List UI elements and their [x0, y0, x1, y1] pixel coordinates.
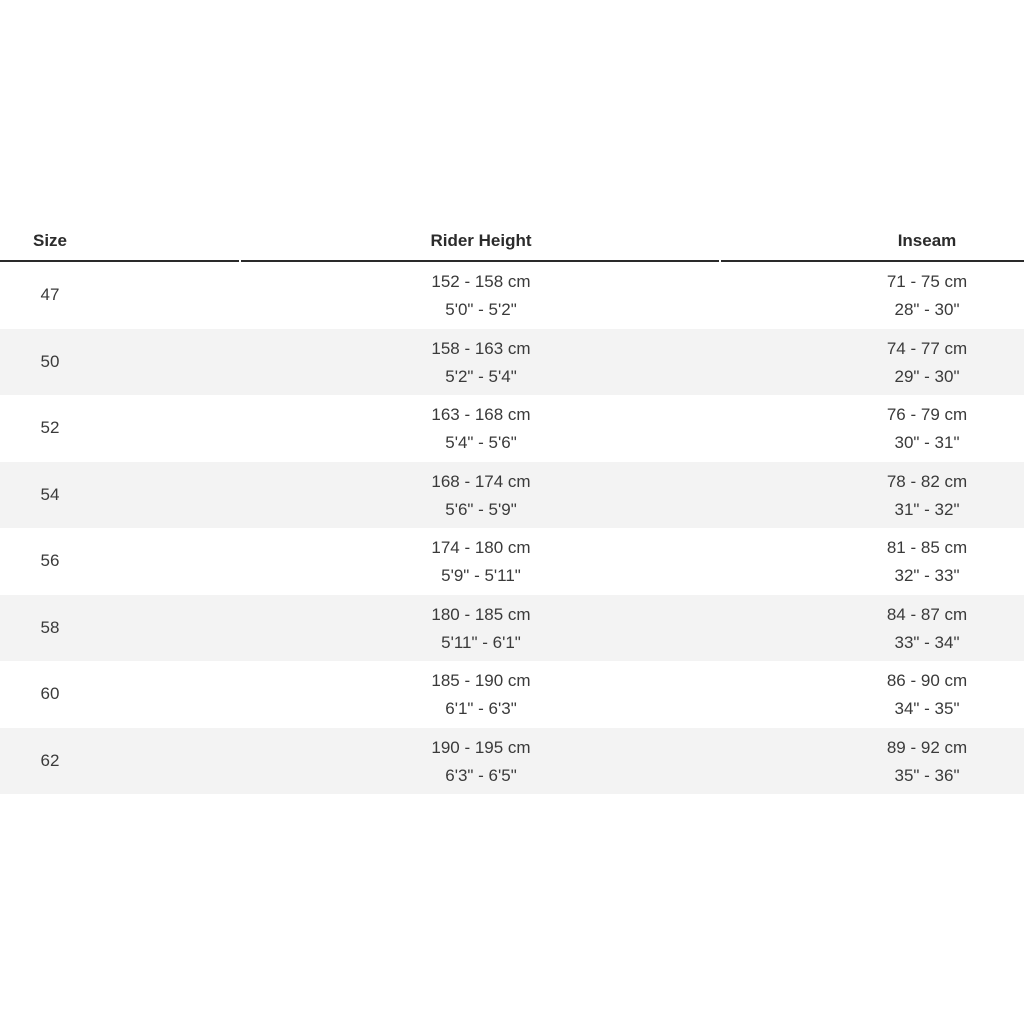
inseam-cell: [722, 661, 1024, 728]
inseam-in: 33" - 34": [894, 632, 960, 652]
size-cell: 50: [40, 351, 60, 371]
height-in: 5'4" - 5'6": [445, 433, 517, 452]
height-cm: 152 - 158 cm: [431, 272, 531, 291]
inseam-in: 32" - 33": [894, 566, 960, 585]
inseam-cm: 86 - 90 cm: [886, 671, 968, 690]
inseam-cm: 76 - 79 cm: [886, 405, 968, 424]
inseam-cm: 74 - 77 cm: [886, 338, 968, 358]
rider-height-cell: [241, 462, 721, 529]
table-row: [0, 262, 1024, 329]
size-cell: 56: [40, 551, 60, 570]
size-cell: 47: [40, 285, 60, 304]
inseam-in: 34" - 35": [894, 699, 960, 718]
inseam-cell: [722, 595, 1024, 662]
height-cm: 174 - 180 cm: [431, 538, 531, 557]
rider-height-cell: [241, 728, 721, 795]
rider-height-cell: [241, 528, 721, 595]
inseam-in: 35" - 36": [894, 765, 960, 785]
inseam-cell: [722, 528, 1024, 595]
inseam-in: 31" - 32": [894, 499, 960, 519]
table-row: [0, 528, 1024, 595]
height-in: 5'2" - 5'4": [445, 366, 517, 386]
inseam-cm: 81 - 85 cm: [886, 538, 968, 557]
height-cm: 163 - 168 cm: [431, 405, 531, 424]
size-cell: 60: [40, 684, 60, 703]
inseam-in: 29" - 30": [894, 366, 960, 386]
header-inseam: Inseam: [897, 231, 957, 250]
table-row: [0, 661, 1024, 728]
rider-height-cell: [241, 661, 721, 728]
size-cell: 54: [40, 484, 60, 504]
inseam-cm: 71 - 75 cm: [886, 272, 968, 291]
height-cm: 190 - 195 cm: [431, 737, 531, 757]
table-row: [0, 462, 1024, 529]
table-header: [0, 222, 1024, 262]
table-row: [0, 728, 1024, 795]
inseam-in: 28" - 30": [894, 300, 960, 319]
inseam-cm: 78 - 82 cm: [886, 471, 968, 491]
table-row: [0, 329, 1024, 396]
table-row: [0, 595, 1024, 662]
height-cm: 168 - 174 cm: [431, 471, 531, 491]
inseam-cell: [722, 462, 1024, 529]
height-in: 5'9" - 5'11": [441, 566, 521, 585]
rider-height-cell: [241, 395, 721, 462]
inseam-in: 30" - 31": [894, 433, 960, 452]
height-in: 6'1" - 6'3": [445, 699, 517, 718]
inseam-cell: [722, 728, 1024, 795]
height-cm: 158 - 163 cm: [431, 338, 531, 358]
height-cm: 180 - 185 cm: [431, 604, 531, 624]
inseam-cm: 84 - 87 cm: [886, 604, 968, 624]
height-in: 5'11" - 6'1": [441, 632, 521, 652]
rider-height-cell: [241, 262, 721, 329]
size-chart-table: [0, 222, 1024, 794]
inseam-cell: [722, 395, 1024, 462]
size-cell: 52: [40, 418, 60, 437]
size-cell: 58: [40, 617, 60, 637]
rider-height-cell: [241, 329, 721, 396]
inseam-cell: [722, 329, 1024, 396]
height-in: 6'3" - 6'5": [445, 765, 517, 785]
table-row: [0, 395, 1024, 462]
header-size: Size: [32, 231, 68, 250]
header-rider-height: Rider Height: [430, 231, 532, 250]
height-in: 5'6" - 5'9": [445, 499, 517, 519]
size-cell: 62: [40, 750, 60, 770]
rider-height-cell: [241, 595, 721, 662]
height-cm: 185 - 190 cm: [431, 671, 531, 690]
inseam-cm: 89 - 92 cm: [886, 737, 968, 757]
height-in: 5'0" - 5'2": [445, 300, 517, 319]
inseam-cell: [722, 262, 1024, 329]
